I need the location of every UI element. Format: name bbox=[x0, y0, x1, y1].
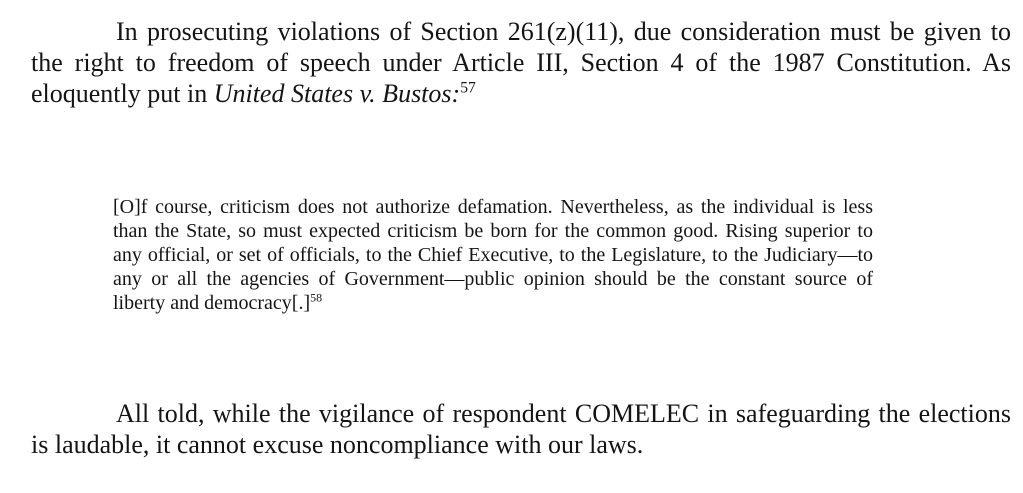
footnote-marker-57: 57 bbox=[460, 79, 476, 97]
block-quote-text: [O]f course, criticism does not authorize defamation. Nevertheless, as the individual is less than the State, so must expected criticism be born for the common good. Rising superior to any official, or set of officials, to the Chief Executive, to the Legislature, to the Judiciary—to any or all the agencies of Government—public opinion should be the constant source of liberty and democracy[.] bbox=[113, 196, 873, 314]
footnote-marker-58: 58 bbox=[310, 290, 323, 305]
opening-paragraph bbox=[31, 16, 1011, 109]
case-citation: United States v. Bustos bbox=[213, 79, 452, 108]
case-citation-colon: : bbox=[451, 79, 461, 108]
closing-paragraph-text: All told, while the vigilance of respondent COMELEC in safeguarding the elections is laudable, it cannot excuse noncompliance with our laws. bbox=[31, 399, 1011, 459]
closing-paragraph bbox=[31, 398, 1011, 460]
opening-paragraph-text: In prosecuting violations of Section 261(z)(11), due consideration must be given to the right to freedom of speech under Article III, Section 4 of the 1987 Constitution. As eloquently put in bbox=[31, 17, 1011, 108]
block-quote bbox=[113, 195, 873, 315]
